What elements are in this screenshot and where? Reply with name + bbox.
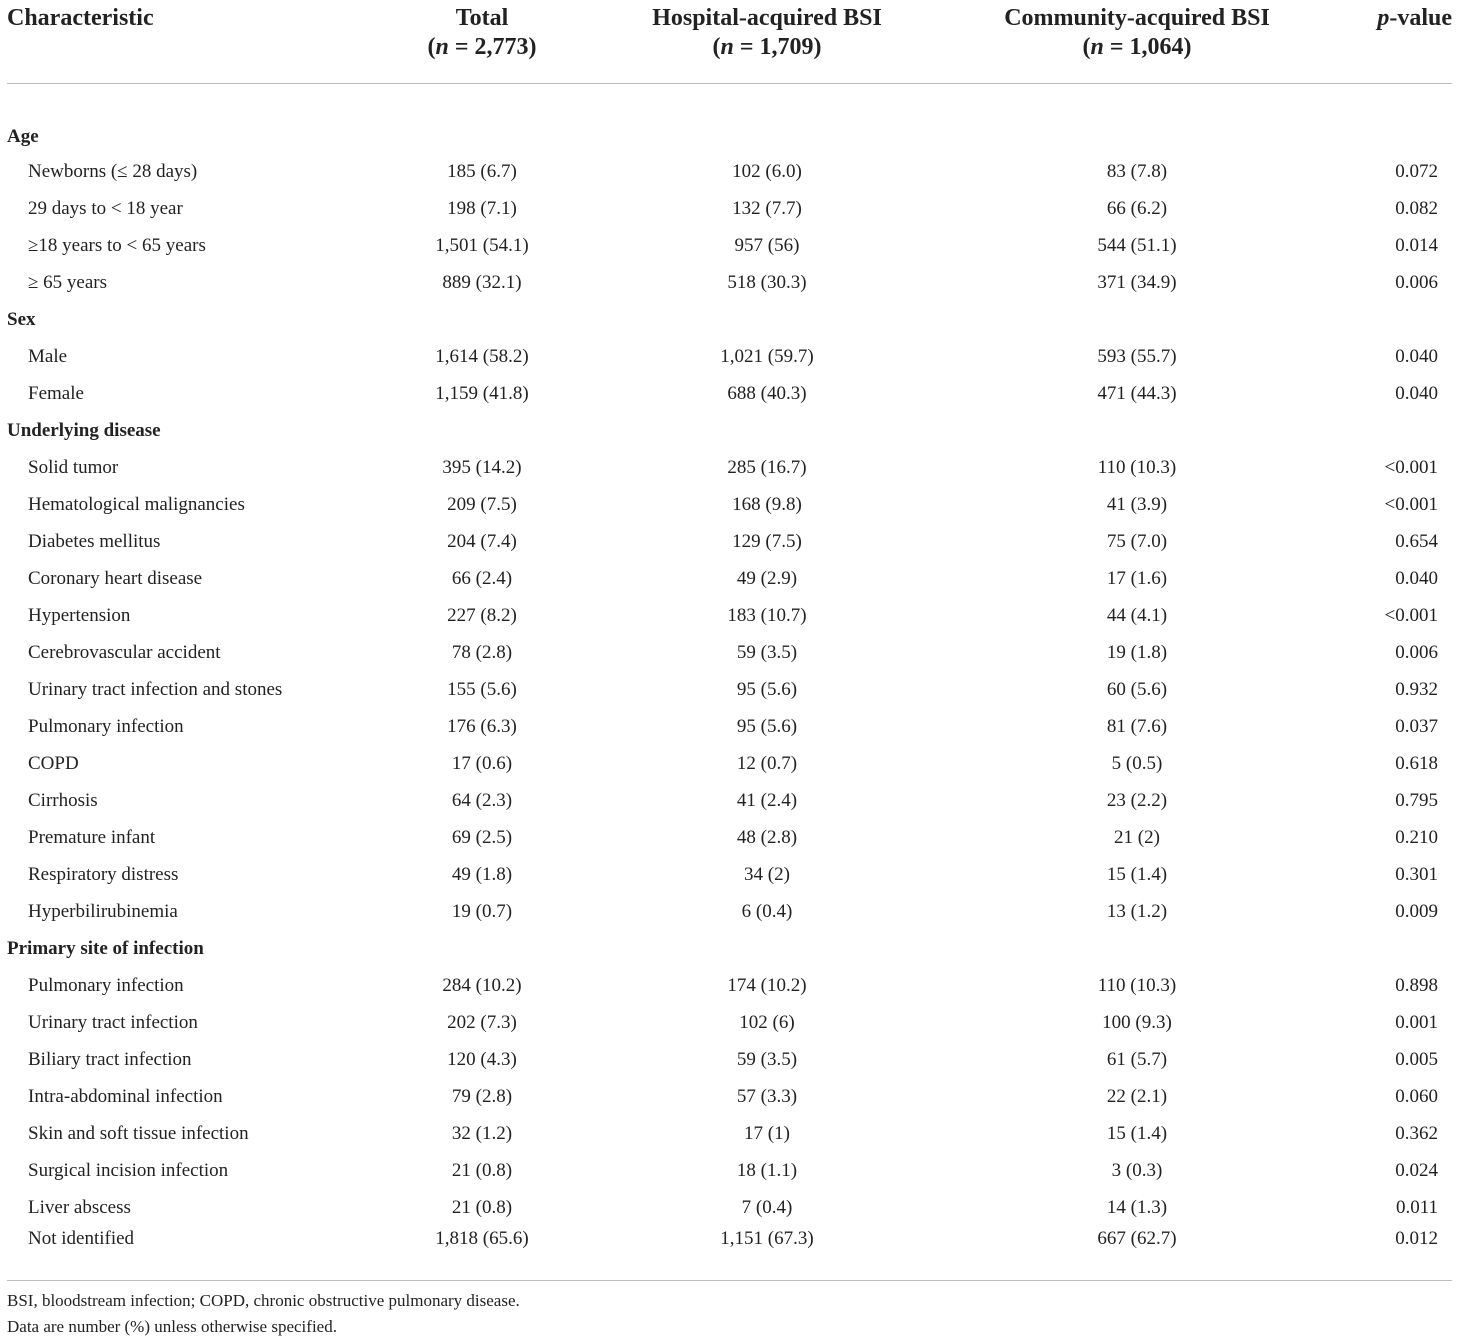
table-row	[7, 819, 1452, 856]
cell-characteristic: Biliary tract infection	[28, 1048, 192, 1070]
cell-hospital: 34 (2)	[744, 863, 790, 885]
cell-community: 44 (4.1)	[1106, 604, 1168, 626]
cell-community: 13 (1.2)	[1106, 900, 1168, 922]
cell-characteristic: Pulmonary infection	[28, 715, 184, 737]
cell-community: 3 (0.3)	[1111, 1159, 1163, 1181]
cell-pvalue: 0.001	[1395, 1011, 1438, 1033]
cell-characteristic: Female	[28, 382, 84, 404]
section-title: Underlying disease	[7, 419, 161, 441]
cell-total: 120 (4.3)	[447, 1048, 517, 1070]
table-row	[7, 1041, 1452, 1078]
cell-pvalue: 0.060	[1395, 1085, 1438, 1107]
cell-community: 22 (2.1)	[1106, 1085, 1168, 1107]
characteristics-table	[7, 0, 1452, 1281]
cell-pvalue: 0.362	[1395, 1122, 1438, 1144]
cell-total: 284 (10.2)	[442, 974, 522, 996]
cell-hospital: 688 (40.3)	[727, 382, 807, 404]
cell-pvalue: 0.006	[1395, 271, 1438, 293]
cell-community: 14 (1.3)	[1106, 1196, 1168, 1218]
cell-pvalue: 0.072	[1395, 160, 1438, 182]
table-container	[7, 0, 1452, 1340]
cell-characteristic: ≥ 65 years	[28, 271, 108, 293]
section-title: Primary site of infection	[7, 937, 204, 959]
cell-characteristic: Hyperbilirubinemia	[28, 900, 178, 922]
section-row	[7, 301, 1452, 338]
table-row	[7, 893, 1452, 930]
cell-characteristic: Intra-abdominal infection	[28, 1085, 223, 1107]
cell-community: 544 (51.1)	[1097, 234, 1177, 256]
header-characteristic-label: Characteristic	[7, 5, 154, 31]
cell-pvalue: 0.005	[1395, 1048, 1438, 1070]
cell-characteristic: Not identified	[7, 1226, 367, 1281]
cell-pvalue: 0.011	[1395, 1196, 1438, 1218]
header-hospital-n-value: = 1,709)	[733, 34, 822, 60]
table-row	[7, 1226, 1452, 1281]
cell-total: 49 (1.8)	[451, 863, 513, 885]
header-total-n-value: = 2,773)	[448, 34, 537, 60]
cell-characteristic: Hypertension	[28, 604, 131, 626]
cell-pvalue: 0.210	[1395, 826, 1438, 848]
header-characteristic	[7, 0, 367, 84]
cell-community: 667 (62.7)	[937, 1226, 1337, 1281]
cell-total: 1,159 (41.8)	[435, 382, 529, 404]
cell-characteristic: Diabetes mellitus	[28, 530, 161, 552]
cell-community: 15 (1.4)	[1106, 863, 1168, 885]
table-row	[7, 671, 1452, 708]
cell-total: 185 (6.7)	[447, 160, 517, 182]
table-row	[7, 1115, 1452, 1152]
cell-total: 176 (6.3)	[447, 715, 517, 737]
table-row	[7, 782, 1452, 819]
cell-hospital: 59 (3.5)	[736, 641, 798, 663]
header-pvalue-rest: -value	[1389, 5, 1452, 31]
cell-characteristic: ≥18 years to < 65 years	[28, 234, 206, 256]
cell-characteristic: Respiratory distress	[28, 863, 179, 885]
cell-pvalue: <0.001	[1384, 493, 1438, 515]
table-body	[7, 84, 1452, 1281]
cell-pvalue: 0.654	[1395, 530, 1438, 552]
cell-hospital: 102 (6)	[739, 1011, 795, 1033]
cell-community: 41 (3.9)	[1106, 493, 1168, 515]
cell-total: 32 (1.2)	[451, 1122, 513, 1144]
table-row	[7, 634, 1452, 671]
cell-hospital: 174 (10.2)	[727, 974, 807, 996]
cell-hospital: 285 (16.7)	[727, 456, 807, 478]
cell-total: 66 (2.4)	[451, 567, 513, 589]
cell-community: 23 (2.2)	[1106, 789, 1168, 811]
table-row	[7, 1189, 1452, 1226]
header-hospital-n-label: n	[720, 34, 734, 60]
cell-community: 371 (34.9)	[1097, 271, 1177, 293]
cell-hospital: 168 (9.8)	[732, 493, 802, 515]
cell-characteristic: Male	[28, 345, 68, 367]
cell-pvalue: 0.037	[1395, 715, 1438, 737]
table-row	[7, 745, 1452, 782]
cell-community: 60 (5.6)	[1106, 678, 1168, 700]
cell-pvalue: 0.932	[1395, 678, 1438, 700]
cell-total: 227 (8.2)	[447, 604, 517, 626]
table-row	[7, 560, 1452, 597]
cell-characteristic: Pulmonary infection	[28, 974, 184, 996]
table-row	[7, 190, 1452, 227]
cell-pvalue: 0.014	[1395, 234, 1438, 256]
cell-community: 5 (0.5)	[1111, 752, 1163, 774]
cell-total: 79 (2.8)	[451, 1085, 513, 1107]
table-row	[7, 1004, 1452, 1041]
cell-pvalue: <0.001	[1384, 456, 1438, 478]
cell-hospital: 183 (10.7)	[727, 604, 807, 626]
cell-hospital: 7 (0.4)	[741, 1196, 793, 1218]
header-community-n-label: n	[1090, 34, 1104, 60]
cell-characteristic: Cerebrovascular accident	[28, 641, 221, 663]
header-pvalue	[1337, 0, 1452, 84]
cell-hospital: 129 (7.5)	[732, 530, 802, 552]
cell-hospital: 41 (2.4)	[736, 789, 798, 811]
cell-total: 78 (2.8)	[451, 641, 513, 663]
cell-hospital: 957 (56)	[734, 234, 800, 256]
cell-characteristic: Premature infant	[28, 826, 156, 848]
cell-characteristic: 29 days to < 18 year	[28, 197, 183, 219]
section-title: Age	[7, 126, 39, 147]
cell-total: 209 (7.5)	[447, 493, 517, 515]
header-community	[937, 0, 1337, 84]
section-row	[7, 930, 1452, 967]
cell-hospital: 95 (5.6)	[736, 678, 798, 700]
cell-community: 15 (1.4)	[1106, 1122, 1168, 1144]
cell-hospital: 6 (0.4)	[741, 900, 793, 922]
table-row	[7, 486, 1452, 523]
table-row	[7, 338, 1452, 375]
cell-community: 66 (6.2)	[1106, 197, 1168, 219]
cell-pvalue: 0.082	[1395, 197, 1438, 219]
table-row	[7, 523, 1452, 560]
table-footnotes	[7, 1288, 1452, 1340]
cell-community: 81 (7.6)	[1106, 715, 1168, 737]
cell-characteristic: Liver abscess	[28, 1196, 131, 1218]
cell-hospital: 12 (0.7)	[736, 752, 798, 774]
header-total-n-label: n	[435, 34, 449, 60]
cell-characteristic: Surgical incision infection	[28, 1159, 229, 1181]
cell-hospital: 1,151 (67.3)	[597, 1226, 937, 1281]
cell-community: 593 (55.7)	[1097, 345, 1177, 367]
header-total	[367, 0, 597, 84]
cell-hospital: 132 (7.7)	[732, 197, 802, 219]
cell-pvalue: 0.040	[1395, 382, 1438, 404]
table-row	[7, 708, 1452, 745]
cell-hospital: 518 (30.3)	[727, 271, 807, 293]
cell-community: 83 (7.8)	[1106, 160, 1168, 182]
cell-characteristic: Hematological malignancies	[28, 493, 245, 515]
cell-pvalue: 0.898	[1395, 974, 1438, 996]
cell-pvalue: 0.024	[1395, 1159, 1438, 1181]
header-hospital	[597, 0, 937, 84]
cell-community: 19 (1.8)	[1106, 641, 1168, 663]
cell-hospital: 48 (2.8)	[736, 826, 798, 848]
cell-characteristic: Urinary tract infection	[28, 1011, 198, 1033]
table-row	[7, 967, 1452, 1004]
cell-pvalue: 0.040	[1395, 345, 1438, 367]
cell-pvalue: 0.618	[1395, 752, 1438, 774]
table-row	[7, 375, 1452, 412]
footnote-data-format: Data are number (%) unless otherwise specified.	[7, 1317, 337, 1336]
cell-characteristic: Urinary tract infection and stones	[28, 678, 283, 700]
cell-total: 202 (7.3)	[447, 1011, 517, 1033]
cell-hospital: 59 (3.5)	[736, 1048, 798, 1070]
section-row	[7, 84, 1452, 154]
section-title: Sex	[7, 308, 36, 330]
header-hospital-n: (n = 1,709)	[712, 34, 822, 60]
cell-hospital: 1,021 (59.7)	[720, 345, 814, 367]
cell-community: 110 (10.3)	[1097, 974, 1177, 996]
cell-total: 19 (0.7)	[451, 900, 513, 922]
cell-total: 1,818 (65.6)	[367, 1226, 597, 1281]
cell-total: 395 (14.2)	[442, 456, 522, 478]
cell-total: 64 (2.3)	[451, 789, 513, 811]
header-community-title: Community-acquired BSI	[1004, 5, 1270, 31]
cell-hospital: 57 (3.3)	[736, 1085, 798, 1107]
cell-characteristic: Solid tumor	[28, 456, 119, 478]
table-row	[7, 856, 1452, 893]
cell-community: 61 (5.7)	[1106, 1048, 1168, 1070]
cell-total: 1,501 (54.1)	[435, 234, 529, 256]
cell-total: 889 (32.1)	[442, 271, 522, 293]
cell-total: 1,614 (58.2)	[435, 345, 529, 367]
cell-characteristic: Coronary heart disease	[28, 567, 203, 589]
cell-pvalue: 0.009	[1395, 900, 1438, 922]
header-total-n: (n = 2,773)	[427, 34, 537, 60]
cell-community: 17 (1.6)	[1106, 567, 1168, 589]
table-row	[7, 153, 1452, 190]
table-row	[7, 449, 1452, 486]
cell-hospital: 18 (1.1)	[736, 1159, 798, 1181]
cell-pvalue: 0.301	[1395, 863, 1438, 885]
table-row	[7, 597, 1452, 634]
cell-characteristic: Newborns (≤ 28 days)	[28, 160, 198, 182]
cell-community: 21 (2)	[1114, 826, 1160, 848]
cell-hospital: 102 (6.0)	[732, 160, 802, 182]
header-community-n: (n = 1,064)	[1082, 34, 1192, 60]
footnote-abbreviations: BSI, bloodstream infection; COPD, chronic obstructive pulmonary disease.	[7, 1291, 520, 1310]
cell-pvalue: <0.001	[1384, 604, 1438, 626]
table-row	[7, 1078, 1452, 1115]
cell-hospital: 95 (5.6)	[736, 715, 798, 737]
cell-total: 17 (0.6)	[451, 752, 513, 774]
cell-total: 155 (5.6)	[447, 678, 517, 700]
cell-characteristic: Cirrhosis	[28, 789, 98, 811]
cell-pvalue: 0.006	[1395, 641, 1438, 663]
cell-total: 69 (2.5)	[451, 826, 513, 848]
cell-total: 198 (7.1)	[447, 197, 517, 219]
header-hospital-title: Hospital-acquired BSI	[652, 5, 882, 31]
cell-community: 110 (10.3)	[1097, 456, 1177, 478]
table-row	[7, 1152, 1452, 1189]
section-row	[7, 412, 1452, 449]
table-row	[7, 227, 1452, 264]
header-total-title: Total	[455, 5, 509, 31]
cell-total: 21 (0.8)	[451, 1196, 513, 1218]
cell-community: 471 (44.3)	[1097, 382, 1177, 404]
cell-pvalue: 0.040	[1395, 567, 1438, 589]
cell-hospital: 17 (1)	[744, 1122, 790, 1144]
cell-characteristic: Skin and soft tissue infection	[28, 1122, 249, 1144]
cell-characteristic: COPD	[28, 752, 79, 774]
cell-hospital: 49 (2.9)	[736, 567, 798, 589]
table-row	[7, 264, 1452, 301]
header-pvalue-italic: p	[1377, 5, 1390, 31]
header-community-n-value: = 1,064)	[1103, 34, 1192, 60]
cell-pvalue: 0.012	[1337, 1226, 1452, 1281]
cell-community: 75 (7.0)	[1106, 530, 1168, 552]
cell-total: 21 (0.8)	[451, 1159, 513, 1181]
header-row	[7, 0, 1452, 84]
cell-total: 204 (7.4)	[447, 530, 517, 552]
cell-pvalue: 0.795	[1395, 789, 1438, 811]
cell-community: 100 (9.3)	[1102, 1011, 1172, 1033]
